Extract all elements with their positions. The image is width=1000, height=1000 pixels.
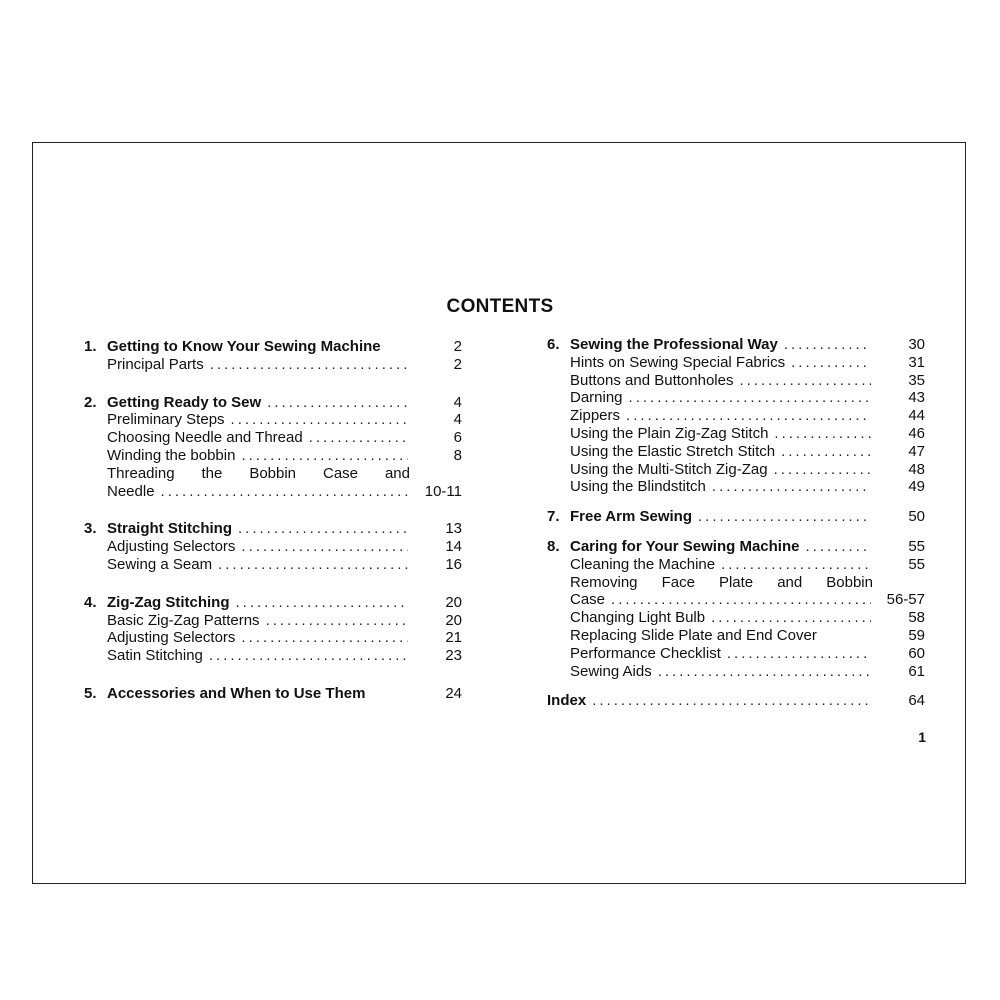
page-ref: 23 bbox=[445, 647, 462, 665]
page-ref: 13 bbox=[445, 520, 462, 538]
entry-label: Preliminary Steps bbox=[107, 411, 225, 429]
leader-dots bbox=[778, 336, 871, 354]
toc-section-heading[interactable] bbox=[84, 394, 462, 412]
page-ref: 21 bbox=[445, 629, 462, 647]
leader-dots bbox=[692, 508, 871, 526]
leader-dots bbox=[232, 520, 408, 538]
page-ref: 2 bbox=[453, 338, 462, 355]
entry-label: Principal Parts bbox=[107, 355, 204, 373]
entry-label: Using the Multi-Stitch Zig-Zag bbox=[570, 460, 768, 478]
section-title: Getting Ready to Sew bbox=[107, 393, 262, 411]
page-ref: 4 bbox=[453, 411, 462, 429]
toc-entry[interactable] bbox=[547, 407, 925, 425]
leader-dots bbox=[605, 591, 871, 609]
leader-dots bbox=[706, 478, 871, 496]
entry-label: Using the Elastic Stretch Stitch bbox=[570, 442, 776, 460]
entry-label: Darning bbox=[570, 389, 623, 407]
toc-entry[interactable] bbox=[84, 647, 462, 665]
toc-section-heading[interactable] bbox=[547, 692, 925, 710]
leader-dots bbox=[721, 645, 871, 663]
leader-dots bbox=[620, 407, 871, 425]
entry-label: Cleaning the Machine bbox=[570, 555, 716, 573]
leader-dots bbox=[212, 556, 408, 574]
leader-dots bbox=[260, 612, 408, 630]
page-ref: 24 bbox=[445, 684, 462, 702]
toc-section-8 bbox=[547, 538, 925, 680]
toc-section-5 bbox=[84, 685, 462, 703]
page-ref: 49 bbox=[908, 478, 925, 496]
page-ref: 56-57 bbox=[886, 591, 925, 609]
toc-entry[interactable] bbox=[547, 627, 925, 645]
toc-section-heading[interactable] bbox=[84, 520, 462, 538]
section-title: Caring for Your Sewing Machine bbox=[570, 537, 800, 555]
leader-dots bbox=[235, 629, 408, 647]
toc-right-column bbox=[547, 336, 925, 710]
toc-entry[interactable] bbox=[547, 354, 925, 372]
toc-section-heading[interactable] bbox=[547, 336, 925, 354]
toc-entry[interactable] bbox=[547, 443, 925, 461]
toc-entry[interactable] bbox=[547, 478, 925, 496]
entry-label: Case bbox=[570, 591, 606, 609]
leader-dots bbox=[204, 356, 408, 374]
page-ref: 60 bbox=[908, 644, 925, 662]
entry-word: the bbox=[201, 464, 223, 482]
toc-entry[interactable] bbox=[84, 447, 462, 465]
toc-left-column bbox=[84, 338, 462, 703]
entry-label: Changing Light Bulb bbox=[570, 609, 706, 627]
toc-entry[interactable] bbox=[547, 389, 925, 407]
entry-label: Performance Checklist bbox=[570, 644, 721, 662]
leader-dots bbox=[303, 429, 408, 447]
toc-section-heading[interactable] bbox=[547, 508, 925, 526]
section-number: 1. bbox=[84, 338, 97, 355]
toc-entry[interactable] bbox=[547, 663, 925, 681]
toc-entry[interactable] bbox=[547, 609, 925, 627]
toc-section-6 bbox=[547, 336, 925, 496]
leader-dots bbox=[799, 538, 871, 556]
page-ref: 35 bbox=[908, 371, 925, 389]
entry-word: Plate bbox=[718, 573, 754, 591]
page-number: 1 bbox=[918, 729, 926, 745]
toc-entry[interactable] bbox=[84, 429, 462, 447]
entry-label: Buttons and Buttonholes bbox=[570, 371, 734, 389]
toc-section-heading[interactable] bbox=[547, 538, 925, 556]
page-ref: 20 bbox=[445, 611, 462, 629]
toc-section-1 bbox=[84, 338, 462, 374]
leader-dots bbox=[623, 389, 871, 407]
entry-word: Bobbin bbox=[249, 464, 297, 482]
page-ref: 55 bbox=[908, 555, 925, 573]
entry-label: Basic Zig-Zag Patterns bbox=[107, 611, 260, 629]
entry-word: and bbox=[777, 573, 803, 591]
toc-entry[interactable] bbox=[547, 372, 925, 390]
leader-dots bbox=[768, 461, 871, 479]
leader-dots bbox=[652, 663, 871, 681]
page-ref: 8 bbox=[453, 446, 462, 464]
page-ref: 43 bbox=[908, 389, 925, 407]
section-number: 7. bbox=[547, 508, 560, 526]
leader-dots bbox=[733, 372, 871, 390]
section-number: 3. bbox=[84, 520, 97, 538]
page-title: CONTENTS bbox=[446, 296, 554, 317]
section-title: Free Arm Sewing bbox=[570, 508, 692, 526]
leader-dots bbox=[705, 609, 871, 627]
section-number: 6. bbox=[547, 336, 560, 353]
entry-word: Face bbox=[661, 573, 695, 591]
entry-label: Adjusting Selectors bbox=[107, 629, 236, 647]
page-ref: 16 bbox=[445, 555, 462, 573]
section-number: 4. bbox=[84, 593, 97, 611]
toc-entry[interactable] bbox=[84, 538, 462, 556]
entry-label: Sewing Aids bbox=[570, 662, 652, 680]
page-ref: 6 bbox=[453, 429, 462, 447]
entry-word: Bobbin bbox=[826, 573, 873, 591]
entry-word: Case bbox=[322, 464, 359, 482]
toc-entry-wrapped-line[interactable] bbox=[547, 574, 925, 592]
leader-dots bbox=[225, 411, 408, 429]
toc-entry[interactable] bbox=[547, 556, 925, 574]
entry-label: Needle bbox=[107, 482, 155, 500]
toc-entry[interactable] bbox=[547, 591, 925, 609]
page-ref: 10-11 bbox=[424, 482, 462, 500]
toc-entry[interactable] bbox=[547, 425, 925, 443]
toc-section-3 bbox=[84, 520, 462, 573]
page-ref: 44 bbox=[908, 407, 925, 425]
section-title: Straight Stitching bbox=[107, 520, 232, 538]
toc-entry[interactable] bbox=[84, 556, 462, 574]
entry-label: Choosing Needle and Thread bbox=[107, 429, 303, 447]
toc-section-heading[interactable] bbox=[84, 685, 462, 703]
toc-section-heading[interactable] bbox=[84, 338, 462, 356]
leader-dots bbox=[229, 594, 408, 612]
page-ref: 4 bbox=[453, 393, 462, 411]
toc-index bbox=[547, 692, 925, 710]
page-ref: 55 bbox=[908, 537, 925, 555]
section-title: Accessories and When to Use Them bbox=[107, 684, 366, 702]
toc-section-4 bbox=[84, 594, 462, 665]
leader-dots bbox=[235, 538, 408, 556]
entry-label: Zippers bbox=[570, 407, 621, 425]
leader-dots bbox=[785, 354, 871, 372]
section-number: 5. bbox=[84, 684, 97, 702]
toc-entry[interactable] bbox=[84, 356, 462, 374]
toc-entry[interactable] bbox=[84, 411, 462, 429]
toc-entry[interactable] bbox=[84, 483, 462, 501]
entry-label: Winding the bobbin bbox=[107, 446, 236, 464]
page-ref: 30 bbox=[908, 336, 925, 353]
page-ref: 46 bbox=[908, 424, 925, 442]
entry-label: Satin Stitching bbox=[107, 647, 203, 665]
leader-dots bbox=[768, 425, 871, 443]
leader-dots bbox=[715, 556, 871, 574]
toc-entry[interactable] bbox=[84, 629, 462, 647]
page-ref: 50 bbox=[908, 508, 925, 526]
entry-label: Hints on Sewing Special Fabrics bbox=[570, 353, 786, 371]
page-ref: 64 bbox=[908, 692, 925, 710]
entry-label: Sewing a Seam bbox=[107, 555, 213, 573]
toc-entry-wrapped-line[interactable] bbox=[84, 465, 462, 483]
page-ref: 47 bbox=[908, 442, 925, 460]
toc-entry[interactable] bbox=[84, 612, 462, 630]
section-title: Sewing the Professional Way bbox=[570, 336, 778, 353]
section-title: Zig-Zag Stitching bbox=[107, 593, 230, 611]
section-number: 2. bbox=[84, 393, 97, 411]
leader-dots bbox=[203, 647, 408, 665]
entry-label: Adjusting Selectors bbox=[107, 538, 236, 556]
entry-label: Using the Blindstitch bbox=[570, 478, 706, 496]
entry-label: Replacing Slide Plate and End Cover bbox=[570, 626, 817, 644]
page-ref: 61 bbox=[908, 662, 925, 680]
entry-word: Threading bbox=[107, 464, 175, 482]
leader-dots bbox=[155, 483, 408, 501]
section-title: Getting to Know Your Sewing Machine bbox=[107, 338, 381, 355]
toc-section-heading[interactable] bbox=[84, 594, 462, 612]
page-ref: 2 bbox=[453, 355, 462, 373]
page-ref: 14 bbox=[445, 538, 462, 556]
leader-dots bbox=[235, 447, 408, 465]
leader-dots bbox=[586, 692, 871, 710]
page-ref: 48 bbox=[908, 460, 925, 478]
entry-label: Using the Plain Zig-Zag Stitch bbox=[570, 424, 769, 442]
entry-word: and bbox=[384, 464, 410, 482]
page-ref: 20 bbox=[445, 593, 462, 611]
toc-section-2 bbox=[84, 394, 462, 501]
entry-word: Removing bbox=[570, 573, 638, 591]
toc-entry[interactable] bbox=[547, 645, 925, 663]
leader-dots bbox=[775, 443, 871, 461]
section-title: Index bbox=[547, 692, 587, 710]
leader-dots bbox=[261, 394, 408, 412]
page-ref: 58 bbox=[908, 609, 925, 627]
page-ref: 59 bbox=[908, 626, 925, 644]
toc-section-7 bbox=[547, 508, 925, 526]
toc-entry[interactable] bbox=[547, 461, 925, 479]
section-number: 8. bbox=[547, 537, 560, 555]
page-ref: 31 bbox=[908, 353, 925, 371]
